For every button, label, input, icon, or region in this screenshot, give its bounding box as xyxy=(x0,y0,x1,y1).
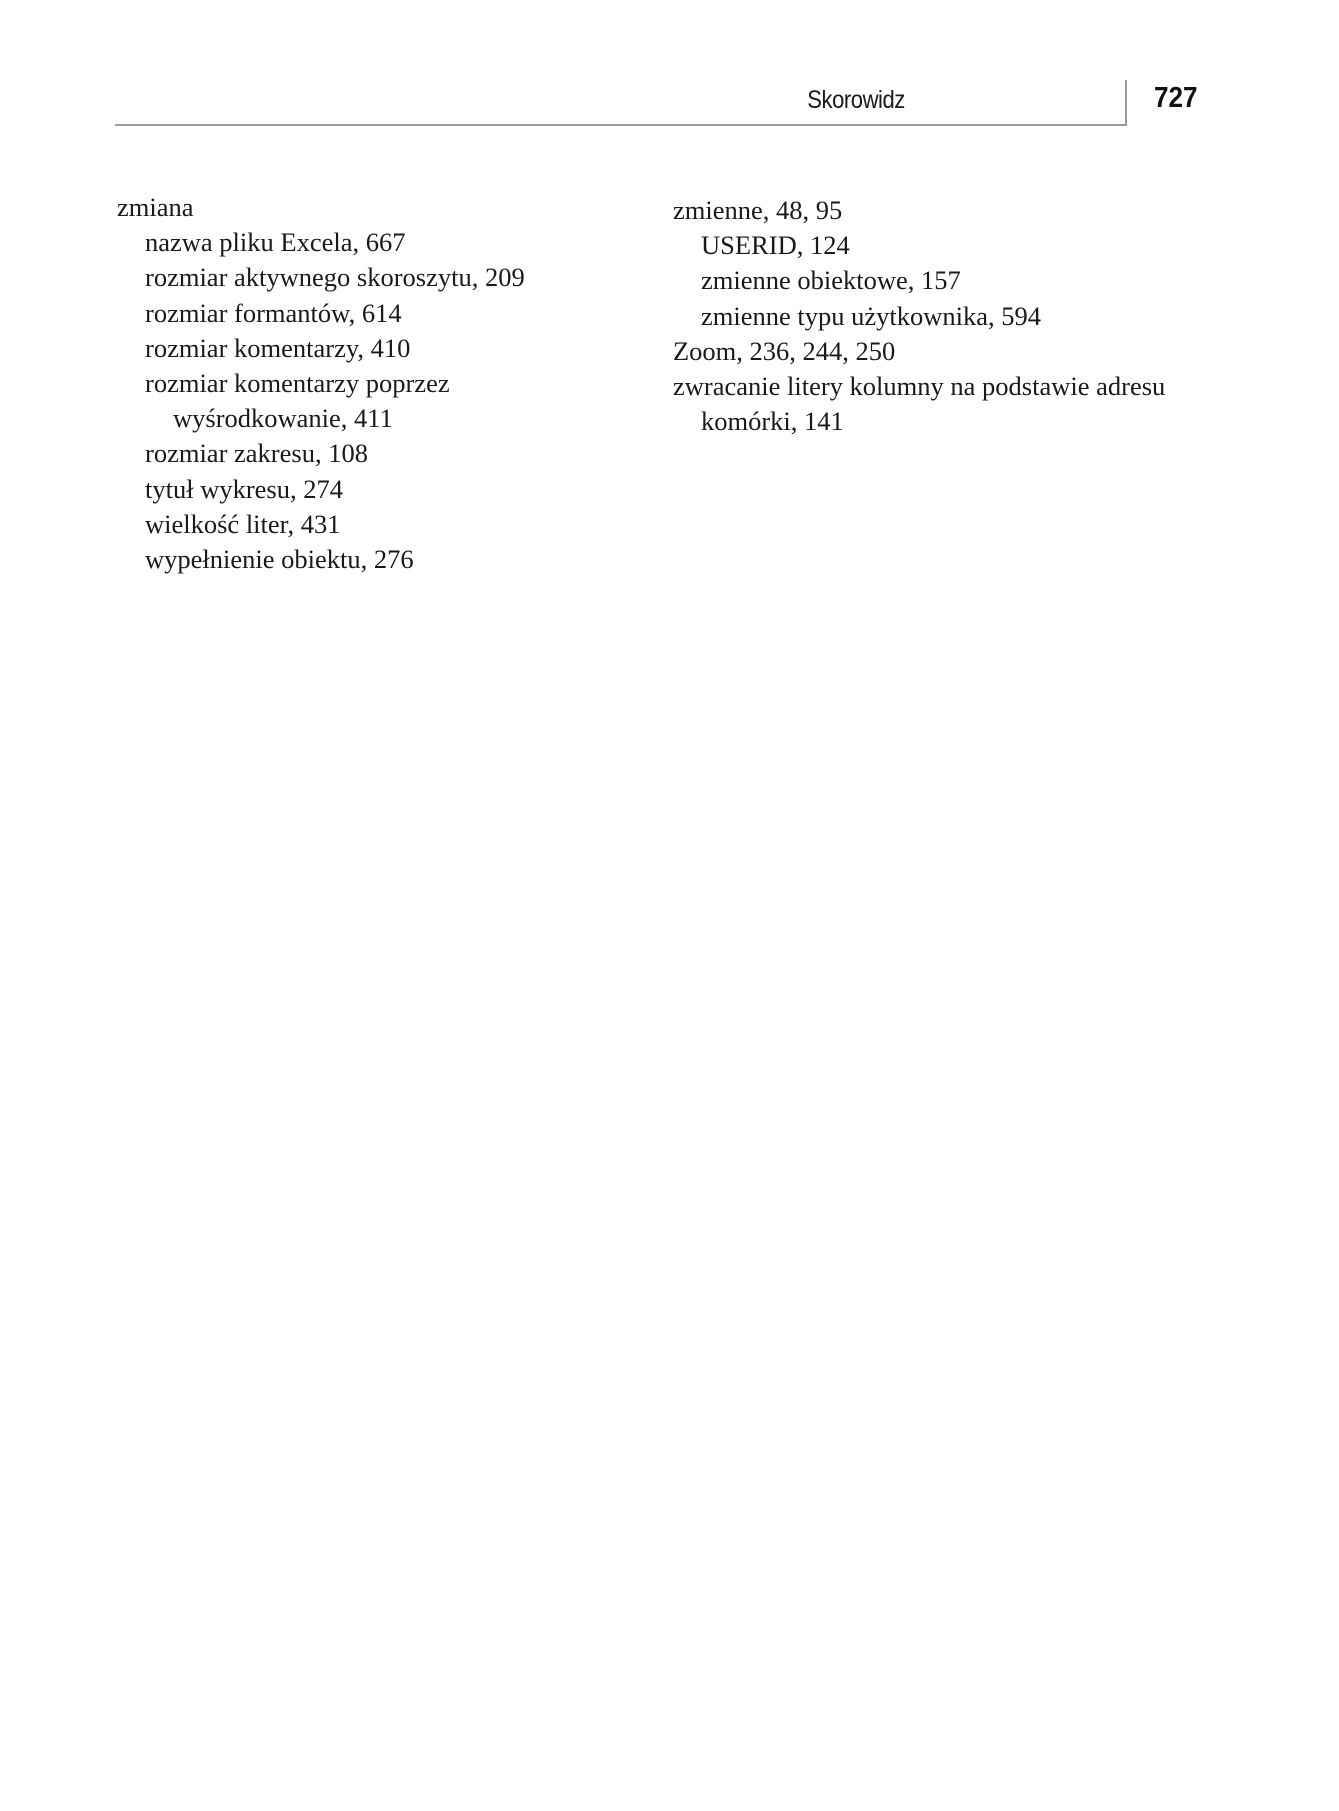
header-divider xyxy=(115,124,1127,126)
index-column-left xyxy=(117,190,657,577)
index-column-right xyxy=(673,193,1213,439)
index-subentry: rozmiar komentarzy poprzez xyxy=(145,368,450,399)
index-entry: Zoom, 236, 244, 250 xyxy=(673,335,896,366)
page-number: 727 xyxy=(1154,82,1198,114)
index-subentry: rozmiar aktywnego skoroszytu, 209 xyxy=(145,262,525,293)
index-subentry: zmienne obiektowe, 157 xyxy=(701,265,961,296)
index-subentry: rozmiar komentarzy, 410 xyxy=(145,332,411,363)
section-title: Skorowidz xyxy=(807,86,905,114)
index-entry: zwracanie litery kolumny na podstawie adresu xyxy=(673,371,1166,402)
index-subentry: USERID, 124 xyxy=(701,230,850,261)
index-subentry-continuation: wyśrodkowanie, 411 xyxy=(173,403,393,434)
index-entry-continuation: komórki, 141 xyxy=(701,406,844,437)
index-entry: zmienne, 48, 95 xyxy=(673,195,843,225)
index-subentry: zmienne typu użytkownika, 594 xyxy=(701,300,1042,331)
index-subentry: rozmiar formantów, 614 xyxy=(145,297,402,328)
index-subentry: rozmiar zakresu, 108 xyxy=(145,438,368,469)
index-subentry: wielkość liter, 431 xyxy=(145,508,341,539)
index-entry: zmiana xyxy=(117,192,194,222)
index-subentry: nazwa pliku Excela, 667 xyxy=(145,227,406,258)
header-vertical-divider xyxy=(1125,80,1127,126)
index-subentry: tytuł wykresu, 274 xyxy=(145,473,343,504)
index-subentry: wypełnienie obiektu, 276 xyxy=(145,544,414,575)
